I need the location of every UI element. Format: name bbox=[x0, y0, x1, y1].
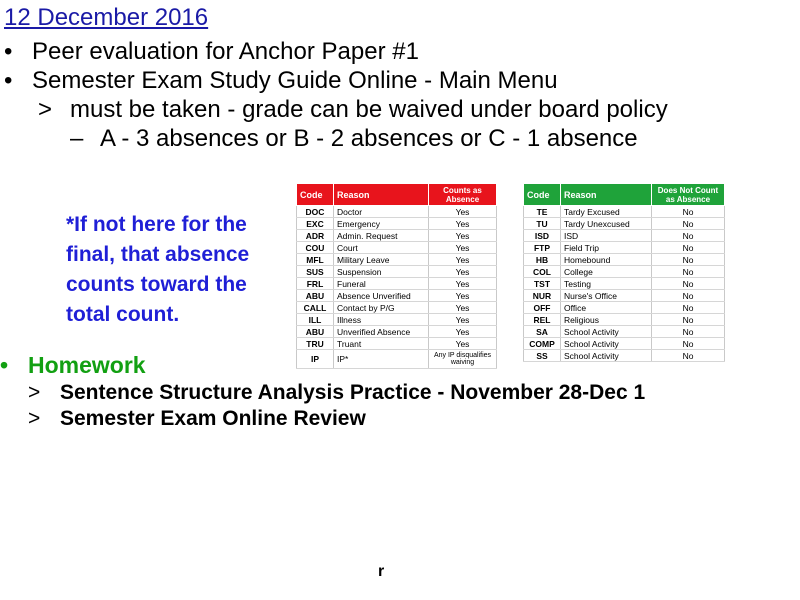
cell-reason: School Activity bbox=[561, 338, 652, 350]
cell-value: Yes bbox=[429, 230, 497, 242]
cell-reason: Testing bbox=[561, 278, 652, 290]
sub-sub-list-item bbox=[70, 125, 638, 153]
bullet-icon: • bbox=[4, 38, 13, 65]
cell-reason: Suspension bbox=[334, 266, 429, 278]
bullet-icon: • bbox=[4, 67, 13, 94]
cell-code: OFF bbox=[524, 302, 561, 314]
table-row bbox=[524, 326, 725, 338]
cell-code: HB bbox=[524, 254, 561, 266]
table-row bbox=[524, 314, 725, 326]
cell-value: No bbox=[652, 326, 725, 338]
arrow-icon: > bbox=[28, 407, 41, 430]
cell-value: Yes bbox=[429, 218, 497, 230]
cell-value: No bbox=[652, 206, 725, 218]
cell-reason: Admin. Request bbox=[334, 230, 429, 242]
cell-code: FRL bbox=[297, 278, 334, 290]
cell-reason: Truant bbox=[334, 338, 429, 350]
table-row bbox=[524, 230, 725, 242]
cell-reason: Absence Unverified bbox=[334, 290, 429, 302]
table-row bbox=[297, 290, 497, 302]
cell-value: No bbox=[652, 254, 725, 266]
cell-code: SA bbox=[524, 326, 561, 338]
col-header-reason: Reason bbox=[561, 184, 652, 206]
table-row bbox=[297, 266, 497, 278]
table-row bbox=[297, 350, 497, 369]
non-absence-codes-table bbox=[523, 183, 725, 362]
col-header-reason: Reason bbox=[334, 184, 429, 206]
table-row bbox=[524, 254, 725, 266]
sub-sub-list-item-text: A - 3 absences or B - 2 absences or C - 1 absence bbox=[100, 125, 638, 152]
cell-reason: Funeral bbox=[334, 278, 429, 290]
absence-note: *If not here for the final, that absence counts toward the total count. bbox=[66, 213, 250, 326]
table-row bbox=[297, 278, 497, 290]
cell-value: No bbox=[652, 350, 725, 362]
cell-reason: Unverified Absence bbox=[334, 326, 429, 338]
homework-item-text: Sentence Structure Analysis Practice - November 28-Dec 1 bbox=[60, 381, 646, 404]
cell-value: Yes bbox=[429, 242, 497, 254]
cell-reason: Field Trip bbox=[561, 242, 652, 254]
cell-code: DOC bbox=[297, 206, 334, 218]
homework-item bbox=[28, 381, 645, 405]
col-header-does-not-count: Does Not Count as Absence bbox=[652, 184, 725, 206]
cell-value: Yes bbox=[429, 326, 497, 338]
table-row bbox=[524, 218, 725, 230]
cell-value: Yes bbox=[429, 278, 497, 290]
cell-code: COL bbox=[524, 266, 561, 278]
col-header-code: Code bbox=[297, 184, 334, 206]
cell-code: ABU bbox=[297, 290, 334, 302]
cell-reason: Contact by P/G bbox=[334, 302, 429, 314]
cell-code: IP bbox=[297, 350, 334, 369]
cell-code: NUR bbox=[524, 290, 561, 302]
stray-mark: r bbox=[378, 563, 385, 580]
list-item bbox=[4, 38, 419, 66]
list-item-text: Semester Exam Study Guide Online - Main Menu bbox=[32, 67, 558, 94]
cell-reason: Tardy Excused bbox=[561, 206, 652, 218]
cell-reason: Doctor bbox=[334, 206, 429, 218]
sub-list-item bbox=[38, 96, 668, 124]
table-row bbox=[524, 266, 725, 278]
cell-value: No bbox=[652, 230, 725, 242]
table-row bbox=[524, 350, 725, 362]
cell-value: Yes bbox=[429, 206, 497, 218]
table-row bbox=[297, 302, 497, 314]
cell-reason: Office bbox=[561, 302, 652, 314]
cell-value: Any IP disqualifies waiving bbox=[429, 350, 497, 369]
cell-value: Yes bbox=[429, 314, 497, 326]
cell-code: TRU bbox=[297, 338, 334, 350]
homework-heading bbox=[0, 352, 146, 379]
col-header-code: Code bbox=[524, 184, 561, 206]
table-row bbox=[297, 338, 497, 350]
cell-code: TU bbox=[524, 218, 561, 230]
cell-code: SUS bbox=[297, 266, 334, 278]
cell-value: Yes bbox=[429, 254, 497, 266]
cell-code: ILL bbox=[297, 314, 334, 326]
date-link[interactable]: 12 December 2016 bbox=[4, 4, 209, 31]
table-row bbox=[524, 302, 725, 314]
cell-value: No bbox=[652, 242, 725, 254]
cell-reason: ISD bbox=[561, 230, 652, 242]
cell-reason: College bbox=[561, 266, 652, 278]
cell-reason: Court bbox=[334, 242, 429, 254]
cell-code: REL bbox=[524, 314, 561, 326]
cell-value: No bbox=[652, 290, 725, 302]
table-row bbox=[524, 338, 725, 350]
table-row bbox=[297, 242, 497, 254]
cell-code: FTP bbox=[524, 242, 561, 254]
table-row bbox=[524, 242, 725, 254]
cell-value: No bbox=[652, 218, 725, 230]
cell-value: No bbox=[652, 302, 725, 314]
cell-code: TE bbox=[524, 206, 561, 218]
cell-value: No bbox=[652, 278, 725, 290]
arrow-icon: > bbox=[28, 381, 41, 404]
table-row bbox=[524, 290, 725, 302]
cell-value: No bbox=[652, 338, 725, 350]
cell-code: ADR bbox=[297, 230, 334, 242]
cell-reason: Military Leave bbox=[334, 254, 429, 266]
cell-reason: School Activity bbox=[561, 326, 652, 338]
cell-reason: Nurse's Office bbox=[561, 290, 652, 302]
table-row bbox=[297, 218, 497, 230]
cell-code: COU bbox=[297, 242, 334, 254]
table-row bbox=[297, 326, 497, 338]
cell-reason: Homebound bbox=[561, 254, 652, 266]
list-item-text: Peer evaluation for Anchor Paper #1 bbox=[32, 38, 419, 65]
cell-code: ISD bbox=[524, 230, 561, 242]
cell-value: No bbox=[652, 314, 725, 326]
cell-reason: IP* bbox=[334, 350, 429, 369]
table-row bbox=[524, 278, 725, 290]
cell-code: CALL bbox=[297, 302, 334, 314]
arrow-icon: > bbox=[38, 96, 53, 123]
col-header-counts: Counts as Absence bbox=[429, 184, 497, 206]
sub-list-item-text: must be taken - grade can be waived under board policy bbox=[70, 96, 668, 123]
cell-code: ABU bbox=[297, 326, 334, 338]
table-row bbox=[297, 206, 497, 218]
list-item bbox=[4, 67, 558, 95]
homework-title: Homework bbox=[28, 352, 146, 378]
cell-code: TST bbox=[524, 278, 561, 290]
cell-reason: School Activity bbox=[561, 350, 652, 362]
cell-value: Yes bbox=[429, 266, 497, 278]
cell-reason: Illness bbox=[334, 314, 429, 326]
table-row bbox=[524, 206, 725, 218]
cell-reason: Emergency bbox=[334, 218, 429, 230]
cell-value: Yes bbox=[429, 290, 497, 302]
table-row bbox=[297, 230, 497, 242]
dash-icon: – bbox=[70, 125, 84, 152]
absence-codes-table bbox=[296, 183, 497, 369]
table-row bbox=[297, 254, 497, 266]
cell-reason: Tardy Unexcused bbox=[561, 218, 652, 230]
table-row bbox=[297, 314, 497, 326]
cell-code: EXC bbox=[297, 218, 334, 230]
cell-code: MFL bbox=[297, 254, 334, 266]
cell-value: Yes bbox=[429, 338, 497, 350]
bullet-icon: • bbox=[0, 352, 9, 378]
homework-item bbox=[28, 407, 366, 431]
cell-code: COMP bbox=[524, 338, 561, 350]
cell-value: Yes bbox=[429, 302, 497, 314]
cell-value: No bbox=[652, 266, 725, 278]
cell-code: SS bbox=[524, 350, 561, 362]
cell-reason: Religious bbox=[561, 314, 652, 326]
homework-item-text: Semester Exam Online Review bbox=[60, 407, 366, 430]
